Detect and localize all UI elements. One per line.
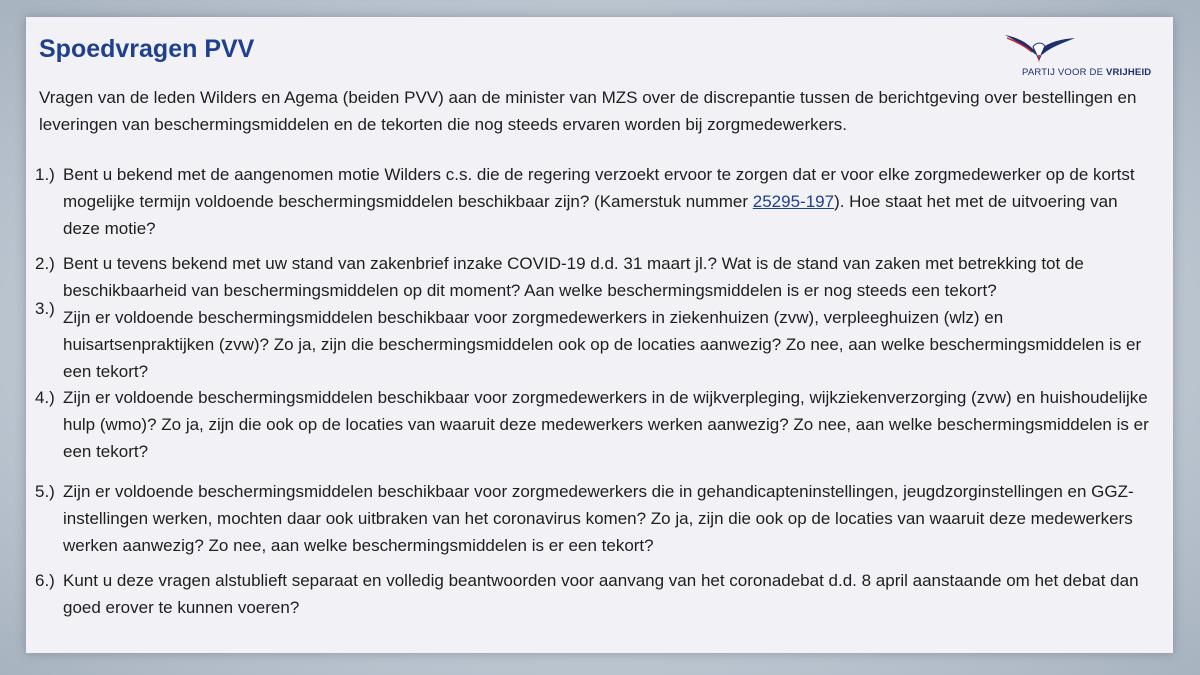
pvv-logo	[1001, 29, 1161, 77]
question-text: Kunt u deze vragen alstublieft separaat en volledig beantwoorden voor aanvang van het coronadebat d.d. 8 april aanstaande om het debat dan goed erover te kunnen voeren?	[63, 571, 1139, 617]
question-number: 2.)	[35, 254, 55, 273]
question-number: 5.)	[35, 482, 55, 501]
slide	[26, 17, 1173, 653]
question-text: Zijn er voldoende beschermingsmiddelen beschikbaar voor zorgmedewerkers in ziekenhuizen (zvw), verpleeghuizen (wlz) en huisartsenpraktijken (zvw)? Zo ja, zijn die beschermingsmiddelen ook op de locaties aanwezig? Zo nee, aan welke beschermingsmiddelen is er een tekort?	[63, 308, 1142, 381]
kamerstuk-link[interactable]: 25295-197	[752, 192, 835, 211]
question-number: 3.)	[35, 299, 55, 318]
question-number: 1.)	[35, 165, 55, 184]
dove-icon	[1001, 29, 1077, 69]
logo-text: PARTIJ VOOR DE VRIJHEID	[1022, 67, 1152, 78]
question-number: 4.)	[35, 388, 55, 407]
intro-text: Vragen van de leden Wilders en Agema (beiden PVV) aan de minister van MZS over de discrepantie tussen de berichtgeving over bestellingen en leveringen van beschermingsmiddelen en de tekorten die nog steeds ervaren worden bij zorgmedewerkers.	[39, 88, 1137, 134]
question-text: Zijn er voldoende beschermingsmiddelen beschikbaar voor zorgmedewerkers die in gehandicapteninstellingen, jeugdzorginstellingen en GGZ-instellingen werken, mochten daar ook uitbraken van het coronavirus komen? Zo ja, zijn die ook op de locaties van waaruit deze medewerkers werken aanwezig? Zo nee, aan welke beschermingsmiddelen is er een tekort?	[63, 482, 1134, 555]
question-text: Bent u tevens bekend met uw stand van zakenbrief inzake COVID-19 d.d. 31 maart jl.? Wat is de stand van zaken met betrekking tot de beschikbaarheid van beschermingsmiddelen op dit moment? Aan welke beschermingsmiddelen is er nog steeds een tekort?	[63, 254, 1084, 300]
question-text: Zijn er voldoende beschermingsmiddelen beschikbaar voor zorgmedewerkers in de wijkverpleging, wijkziekenverzorging (zvw) en huishoudelijke hulp (wmo)? Zo ja, zijn die ook op de locaties van waaruit deze medewerkers werken aanwezig? Zo nee, aan welke beschermingsmiddelen is er een tekort?	[63, 388, 1149, 461]
page-title: Spoedvragen PVV	[39, 35, 255, 63]
question-text: Bent u bekend met de aangenomen motie Wilders c.s. die de regering verzoekt ervoor te zorgen dat er voor elke zorgmedewerker op de kortst mogelijke termijn voldoende beschermingsmiddelen beschikbaar zijn? (Kamerstuk nummer 25295-197). Hoe staat het met de uitvoering van deze motie?	[63, 165, 1135, 238]
question-number: 6.)	[35, 571, 55, 590]
